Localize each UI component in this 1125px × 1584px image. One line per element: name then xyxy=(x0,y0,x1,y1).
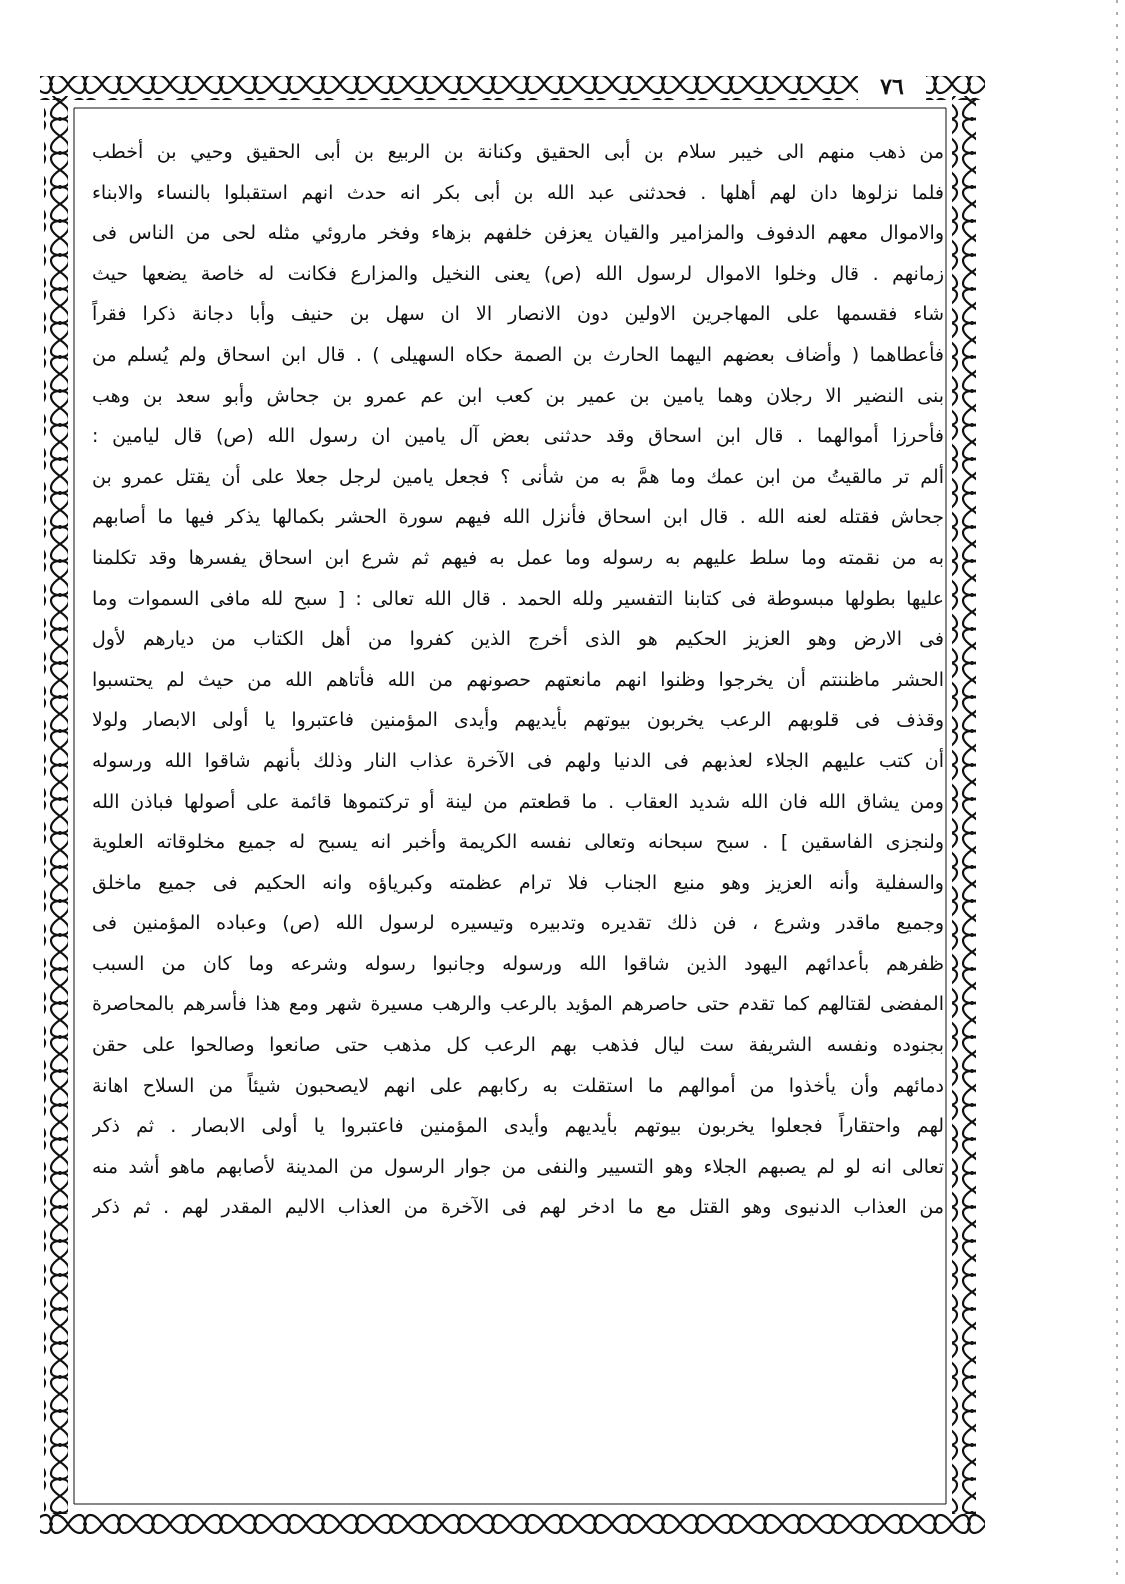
text-line: فأعطاهما ( وأضاف بعضهم اليهما الحارث بن الصمة حكاه السهيلى ) . قال ابن اسحاق ولم يُسلم من xyxy=(92,343,944,366)
text-line: جحاش فقتله لعنه الله . قال ابن اسحاق فأنزل الله فيهم سورة الحشر بكمالها يذكر فيها ما أصابهم xyxy=(92,506,944,529)
text-line: ظفرهم بأعدائهم اليهود الذين شاقوا الله ورسوله وجانبوا رسوله وشرعه وما كان من السبب xyxy=(92,952,944,975)
text-line: فى الارض وهو العزيز الحكيم هو الذى أخرج الذين كفروا من أهل الكتاب من ديارهم لأول xyxy=(92,628,944,651)
body-text xyxy=(92,132,944,1500)
border-top xyxy=(40,76,985,100)
border-bottom xyxy=(40,1510,985,1534)
text-line: وقذف فى قلوبهم الرعب يخربون بيوتهم بأيديهم وأيدى المؤمنين فاعتبروا يا أولى الابصار ولولا xyxy=(92,709,944,732)
text-line: به من نقمته وما سلط عليهم به رسوله وما عمل به فيهم ثم شرع ابن اسحاق يفسرها وقد تكلمنا xyxy=(92,546,944,569)
text-line: أن كتب عليهم الجلاء لعذبهم فى الدنيا ولهم فى الآخرة عذاب النار وذلك بأنهم شاقوا الله ورسوله xyxy=(92,749,944,772)
text-line: فلما نزلوها دان لهم أهلها . فحدثنى عبد الله بن أبى بكر انه حدث انهم استقبلوا بالنساء والابناء xyxy=(92,181,944,204)
text-line: الحشر ماظننتم أن يخرجوا وظنوا انهم مانعتهم حصونهم من الله فأتاهم الله من حيث لم يحتسبوا xyxy=(92,668,944,691)
text-line: ومن يشاق الله فان الله شديد العقاب . ما قطعتم من لينة أو تركتموها قائمة على أصولها فباذن الله xyxy=(92,790,944,813)
text-line: لهم واحتقاراً فجعلوا يخربون بيوتهم بأيديهم وأيدى المؤمنين فاعتبروا يا أولى الابصار . ثم ذكر xyxy=(92,1115,944,1138)
text-line: بجنوده ونفسه الشريفة ست ليال فذهب بهم الرعب كل مذهب حتى صانعوا وصالحوا على حقن xyxy=(92,1034,944,1057)
border-right xyxy=(952,96,976,1514)
text-line: دمائهم وأن يأخذوا من أموالهم ما استقلت به ركابهم على انهم لايصحبون شيئاً من السلاح اهانة xyxy=(92,1074,944,1097)
text-line: ولنجزى الفاسقين ] . سبح سبحانه وتعالى نفسه الكريمة وأخبر انه يسبح له جميع مخلوقاته العلوية xyxy=(92,831,944,854)
text-line: تعالى انه لو لم يصبهم الجلاء وهو التسيير والنفى من جوار الرسول من المدينة لأصابهم ماهو أشد منه xyxy=(92,1155,944,1178)
text-line: والسفلية وأنه العزيز وهو منيع الجناب فلا ترام عظمته وكبرياؤه وانه الحكيم فى جميع ماخلق xyxy=(92,871,944,894)
text-line: والاموال معهم الدفوف والمزامير والقيان يعزفن خلفهم بزهاء وفخر ماروئي مثله لحى من الناس فى xyxy=(92,222,944,245)
text-line: فأحرزا أموالهما . قال ابن اسحاق وقد حدثنى بعض آل يامين ان رسول الله (ص) قال ليامين : xyxy=(92,425,944,448)
text-line: من ذهب منهم الى خيبر سلام بن أبى الحقيق وكنانة بن الربيع بن أبى الحقيق وحيي بن أخطب xyxy=(92,141,944,163)
page-number: ٧٦ xyxy=(858,74,926,100)
text-line: وجميع ماقدر وشرع ، فن ذلك تقديره وتدبيره وتيسيره لرسول الله (ص) وعباده المؤمنين فى xyxy=(92,912,944,935)
text-line: شاء فقسمها على المهاجرين الاولين دون الانصار الا ان سهل بن حنيف وأبا دجانة ذكرا فقراً xyxy=(92,303,944,326)
text-line: ألم تر مالقيتُ من ابن عمك وما همَّ به من شأنى ؟ فجعل يامين لرجل جعلا على أن يقتل عمرو بن xyxy=(92,465,944,488)
text-line: المفضى لقتالهم كما تقدم حتى حاصرهم المؤيد بالرعب والرهب مسيرة شهر ومع هذا فأسرهم بالمحاصرة xyxy=(92,993,944,1016)
text-line: زمانهم . قال وخلوا الاموال لرسول الله (ص) يعنى النخيل والمزارع فكانت له خاصة يضعها حيث xyxy=(92,262,944,285)
text-line: بنى النضير الا رجلان وهما يامين بن عمير بن كعب ابن عم عمرو بن جحاش وأبو سعد بن وهب xyxy=(92,384,944,407)
text-line: عليها بطولها مبسوطة فى كتابنا التفسير ولله الحمد . قال الله تعالى : [ سبح لله مافى السموات وما xyxy=(92,587,944,610)
text-line: من العذاب الدنيوى وهو القتل مع ما ادخر لهم فى الآخرة من العذاب الاليم المقدر لهم . ثم ذكر xyxy=(92,1196,944,1219)
border-left xyxy=(44,96,68,1514)
